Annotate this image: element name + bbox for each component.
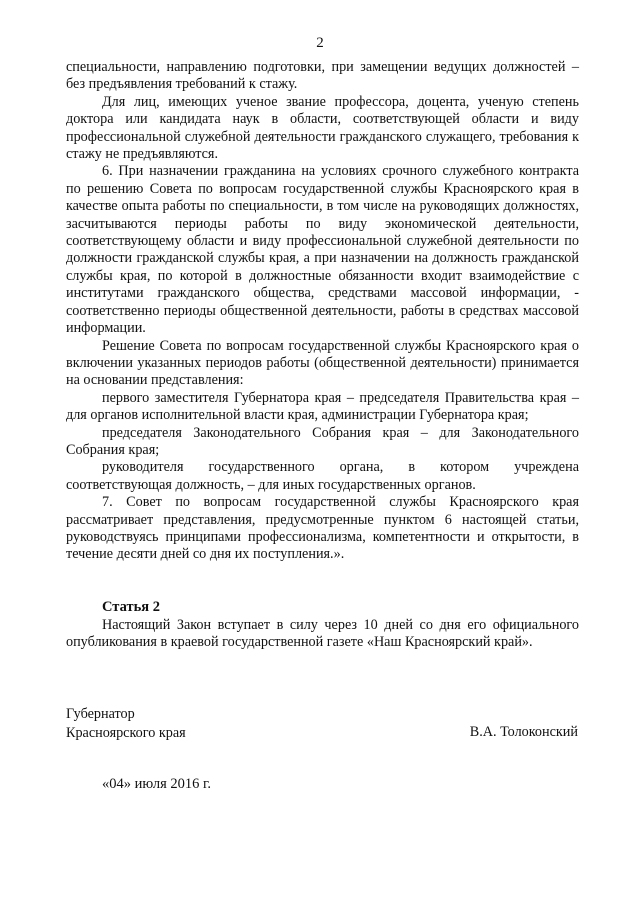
paragraph: специальности, направлению подготовки, при замещении ведущих должностей – без предъявления требований к стажу. (66, 59, 579, 93)
signatory-title-line: Красноярского края (66, 725, 186, 741)
signatory-name: В.А. Толоконский (469, 724, 578, 740)
signatory-title-line: Губернатор (66, 706, 135, 722)
paragraph: первого заместителя Губернатора края – председателя Правительства края – для органов исполнительной власти края, администрации Губернатора края; (66, 389, 579, 424)
paragraph: 7. Совет по вопросам государственной службы Красноярского края рассматривает представления, предусмотренные пунктом 6 настоящей статьи, руководствуясь принципами профессионализма, компетентности и открытости, в течение десяти дней со дня их поступления.». (66, 494, 579, 563)
article-2-body (66, 617, 579, 652)
paragraph: Решение Совета по вопросам государственной службы Красноярского края о включении указанных периодов работы (общественной деятельности) принимается на основании представления: (66, 337, 579, 389)
paragraph: 6. При назначении гражданина на условиях срочного служебного контракта по решению Совета по вопросам государственной службы Красноярского края в качестве опыта работы по специальности, в том числе на руководящих должностях, засчитываются периоды работы по виду экономической деятельности, соответствующему области и виду профессиональной служебной деятельности по должности гражданской службы края, а при назначении на должность гражданской службы края, по которой в должностные обязанности входит взаимодействие с институтами гражданского общества, средствами массовой информации, - соответственно периоды общественной деятельности, работы в средствах массовой информации. (66, 163, 579, 337)
article-2-heading: Статья 2 (102, 599, 160, 615)
article-1-continuation (66, 59, 579, 564)
signing-date: «04» июля 2016 г. (102, 776, 211, 792)
paragraph: Для лиц, имеющих ученое звание профессора, доцента, ученую степень доктора или кандидата наук в области, соответствующей области и виду профессиональной служебной деятельности гражданского служащего, требования к стажу не предъявляются. (66, 93, 579, 163)
paragraph: председателя Законодательного Собрания края – для Законодательного Собрания края; (66, 424, 579, 458)
signatory-title (66, 705, 186, 743)
page-number: 2 (316, 35, 324, 51)
paragraph: Настоящий Закон вступает в силу через 10 дней со дня его официального опубликования в краевой государственной газете «Наш Красноярский край». (66, 617, 579, 651)
paragraph: руководителя государственного органа, в котором учреждена соответствующая должность, – для иных государственных органов. (66, 459, 579, 493)
